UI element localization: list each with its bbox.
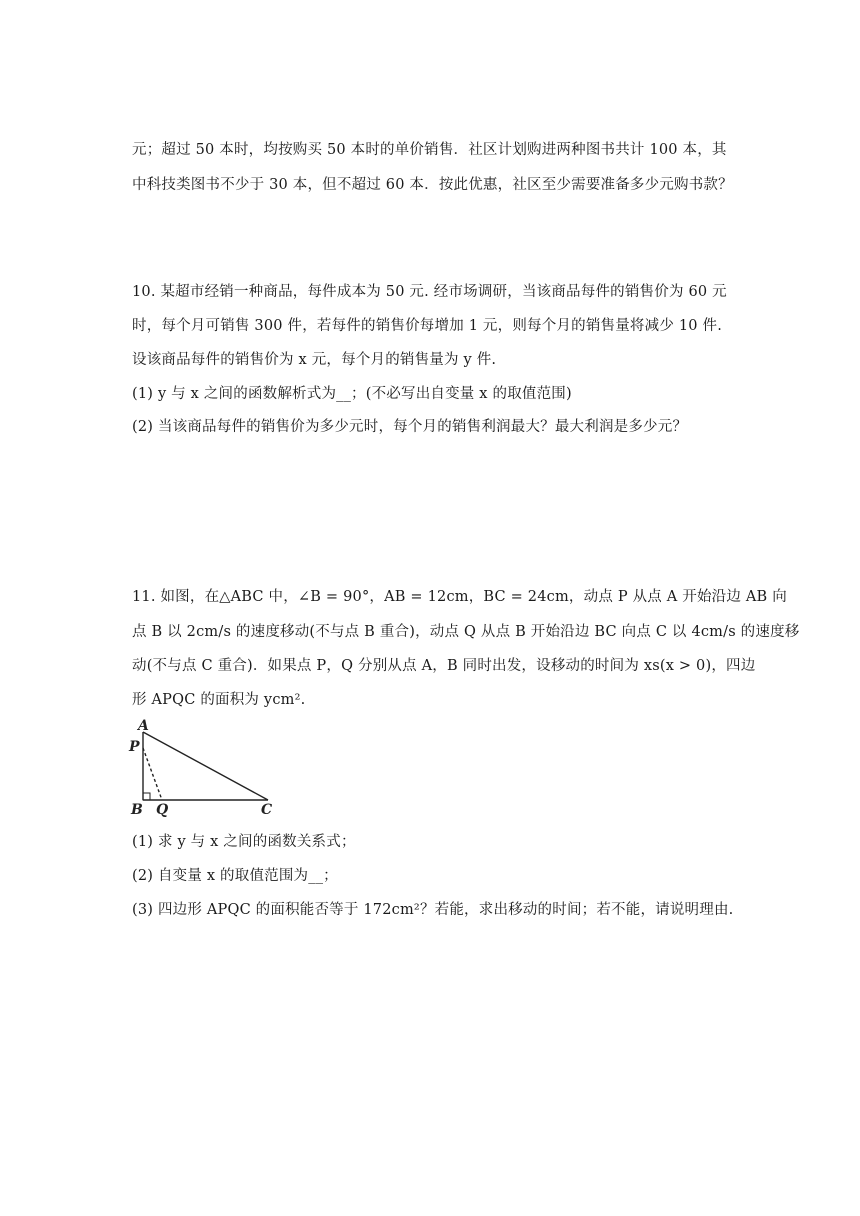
- line-6: (1) y 与 x 之间的函数解析式为__；(不必写出自变量 x 的取值范围): [132, 386, 572, 402]
- line-11: 形 APQC 的面积为 ycm².: [132, 692, 306, 708]
- segment-pq: [143, 748, 162, 800]
- line-4: 时，每个月可销售 300 件，若每件的销售价每增加 1 元，则每个月的销售量将减少 10 件.: [132, 318, 723, 334]
- line-10: 动(不与点 C 重合)．如果点 P，Q 分别从点 A，B 同时出发，设移动的时间为 xs(x > 0)，四边: [132, 658, 756, 674]
- line-3: 10. 某超市经销一种商品，每件成本为 50 元. 经市场调研，当该商品每件的销售价为 60 元: [132, 284, 727, 300]
- line-5: 设该商品每件的销售价为 x 元，每个月的销售量为 y 件.: [132, 352, 497, 368]
- label-c: C: [261, 802, 273, 818]
- triangle-figure: [128, 718, 288, 820]
- line-13: (2) 自变量 x 的取值范围为__；: [132, 868, 338, 884]
- label-a: A: [138, 718, 149, 734]
- line-2: 中科技类图书不少于 30 本，但不超过 60 本．按此优惠，社区至少需要准备多少元购书款？: [132, 177, 733, 193]
- line-9: 点 B 以 2cm/s 的速度移动(不与点 B 重合)，动点 Q 从点 B 开始沿边 BC 向点 C 以 4cm/s 的速度移: [132, 624, 800, 640]
- line-8: 11. 如图，在△ABC 中，∠B = 90°，AB = 12cm，BC = 24cm，动点 P 从点 A 开始沿边 AB 向: [132, 589, 787, 605]
- line-7: (2) 当该商品每件的销售价为多少元时，每个月的销售利润最大？最大利润是多少元？: [132, 419, 688, 435]
- line-14: (3) 四边形 APQC 的面积能否等于 172cm²？若能，求出移动的时间；若不能，请说明理由.: [132, 902, 734, 918]
- line-1: 元；超过 50 本时，均按购买 50 本时的单价销售．社区计划购进两种图书共计 100 本，其: [132, 142, 727, 158]
- right-angle-mark: [143, 793, 150, 800]
- side-ac: [143, 732, 268, 800]
- label-q: Q: [156, 802, 169, 818]
- line-12: (1) 求 y 与 x 之间的函数关系式；: [132, 834, 356, 850]
- label-b: B: [131, 802, 143, 818]
- label-p: P: [129, 739, 140, 755]
